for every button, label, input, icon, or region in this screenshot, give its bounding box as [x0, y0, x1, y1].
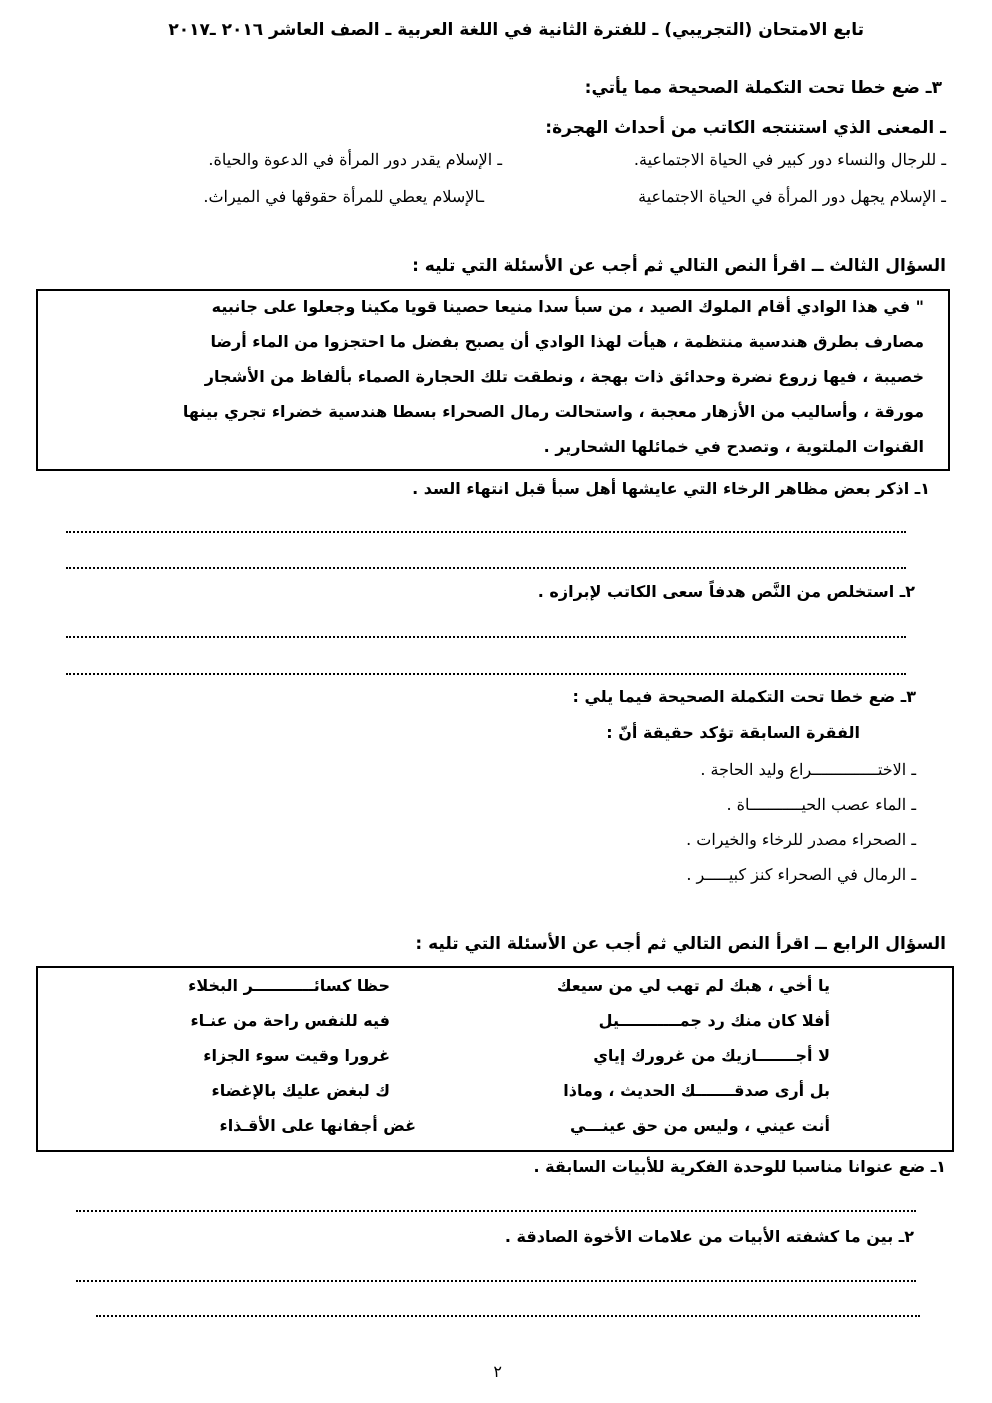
section3-title: السؤال الثالث ــ اقرأ النص التالي ثم أجب عن الأسئلة التي تليه :	[412, 256, 946, 276]
verse-first-hemistich: بل أرى صدقـــــــك الحديث ، وماذا	[563, 1081, 830, 1100]
q3-option-4: ـالإسلام يعطي للمرأة حقوقها في الميراث.	[203, 187, 484, 206]
q3-option-1: ـ للرجال والنساء دور كبير في الحياة الاجتماعية.	[633, 150, 946, 169]
page-header: تابع الامتحان (التجريبي) ـ للفترة الثانية في اللغة العربية ـ الصف العاشر ٢٠١٦ ـ٢٠١٧	[168, 20, 864, 40]
s3-question-3-stem: الفقرة السابقة تؤكد حقيقة أنّ :	[606, 723, 860, 742]
answer-line[interactable]	[66, 673, 906, 675]
s4-question-2: ٢ـ بين ما كشفته الأبيات من علامات الأخوة الصادقة .	[504, 1227, 914, 1246]
verse-second-hemistich: غرورا وقيت سوء الجزاء	[203, 1046, 390, 1065]
s3-question-3-heading: ٣ـ ضع خطا تحت التكملة الصحيحة فيما يلي :	[572, 687, 916, 706]
q3-option-2: ـ الإسلام يقدر دور المرأة في الدعوة والحياة.	[208, 150, 502, 169]
verse-second-hemistich: ك لبغض عليك بالإغضاء	[211, 1081, 390, 1100]
s3-option-2: ـ الماء عصب الحيـــــــــــاة .	[726, 795, 916, 814]
passage-line: " في هذا الوادي أقام الملوك الصيد ، من سبأ سدا منيعا حصينا قويا مكينا وجعلوا على جانبيه	[211, 297, 924, 316]
s3-option-3: ـ الصحراء مصدر للرخاء والخيرات .	[686, 830, 916, 849]
answer-line[interactable]	[66, 636, 906, 638]
passage-box	[36, 289, 950, 471]
answer-line[interactable]	[76, 1210, 916, 1212]
q3-option-3: ـ الإسلام يجهل دور المرأة في الحياة الاجتماعية	[638, 187, 946, 206]
section4-title: السؤال الرابع ــ اقرأ النص التالي ثم أجب عن الأسئلة التي تليه :	[415, 934, 946, 954]
passage-line: القنوات الملتوية ، وتصدح في خمائلها الشحارير .	[543, 437, 924, 456]
passage-line: خصيبة ، فيها زروع نضرة وحدائق ذات بهجة ، ونطقت تلك الحجارة الصماء بألفاظ من الأشجار	[204, 367, 924, 386]
s3-question-1: ١ـ اذكر بعض مظاهر الرخاء التي عايشها أهل سبأ قبل انتهاء السد .	[412, 479, 930, 498]
answer-line[interactable]	[66, 567, 906, 569]
q3-stem: ـ المعنى الذي استنتجه الكاتب من أحداث الهجرة:	[545, 118, 946, 138]
s3-question-2: ٢ـ استخلص من النَّص هدفاً سعى الكاتب لإبرازه .	[537, 582, 915, 601]
verse-second-hemistich: غض أجفانها على الأقـذاء	[219, 1116, 416, 1135]
page-number: ٢	[493, 1362, 502, 1381]
answer-line[interactable]	[96, 1315, 920, 1317]
poem-box	[36, 966, 954, 1152]
passage-line: مصارف بطرق هندسية منتظمة ، هيأت لهذا الوادي أن يصبح بفضل ما احتجزوا من الماء أرضا	[210, 332, 924, 351]
verse-second-hemistich: حظا كسائـــــــــــر البخلاء	[188, 976, 390, 995]
answer-line[interactable]	[76, 1280, 916, 1282]
verse-second-hemistich: فيه للنفس راحة من عنـاء	[190, 1011, 390, 1030]
answer-line[interactable]	[66, 531, 906, 533]
s3-option-4: ـ الرمال في الصحراء كنز كبيـــــر .	[686, 865, 916, 884]
verse-first-hemistich: أنت عيني ، وليس من حق عينـــي	[569, 1116, 830, 1135]
verse-first-hemistich: يا أخي ، هبك لم تهب لي من سيعك	[556, 976, 830, 995]
s3-option-1: ـ الاختــــــــــــــراع وليد الحاجة .	[700, 760, 916, 779]
s4-question-1: ١ـ ضع عنوانا مناسبا للوحدة الفكرية للأبيات السابقة .	[533, 1157, 946, 1176]
passage-line: مورقة ، وأساليب من الأزهار معجبة ، واستحالت رمال الصحراء بسطا هندسية خضراء تجري بينها	[182, 402, 924, 421]
q3-heading: ٣ـ ضع خطا تحت التكملة الصحيحة مما يأتي:	[584, 78, 942, 98]
verse-first-hemistich: لا أجـــــــازيك من غرورك إياي	[593, 1046, 830, 1065]
verse-first-hemistich: أفلا كان منك رد جمـــــــــــيل	[598, 1011, 830, 1030]
